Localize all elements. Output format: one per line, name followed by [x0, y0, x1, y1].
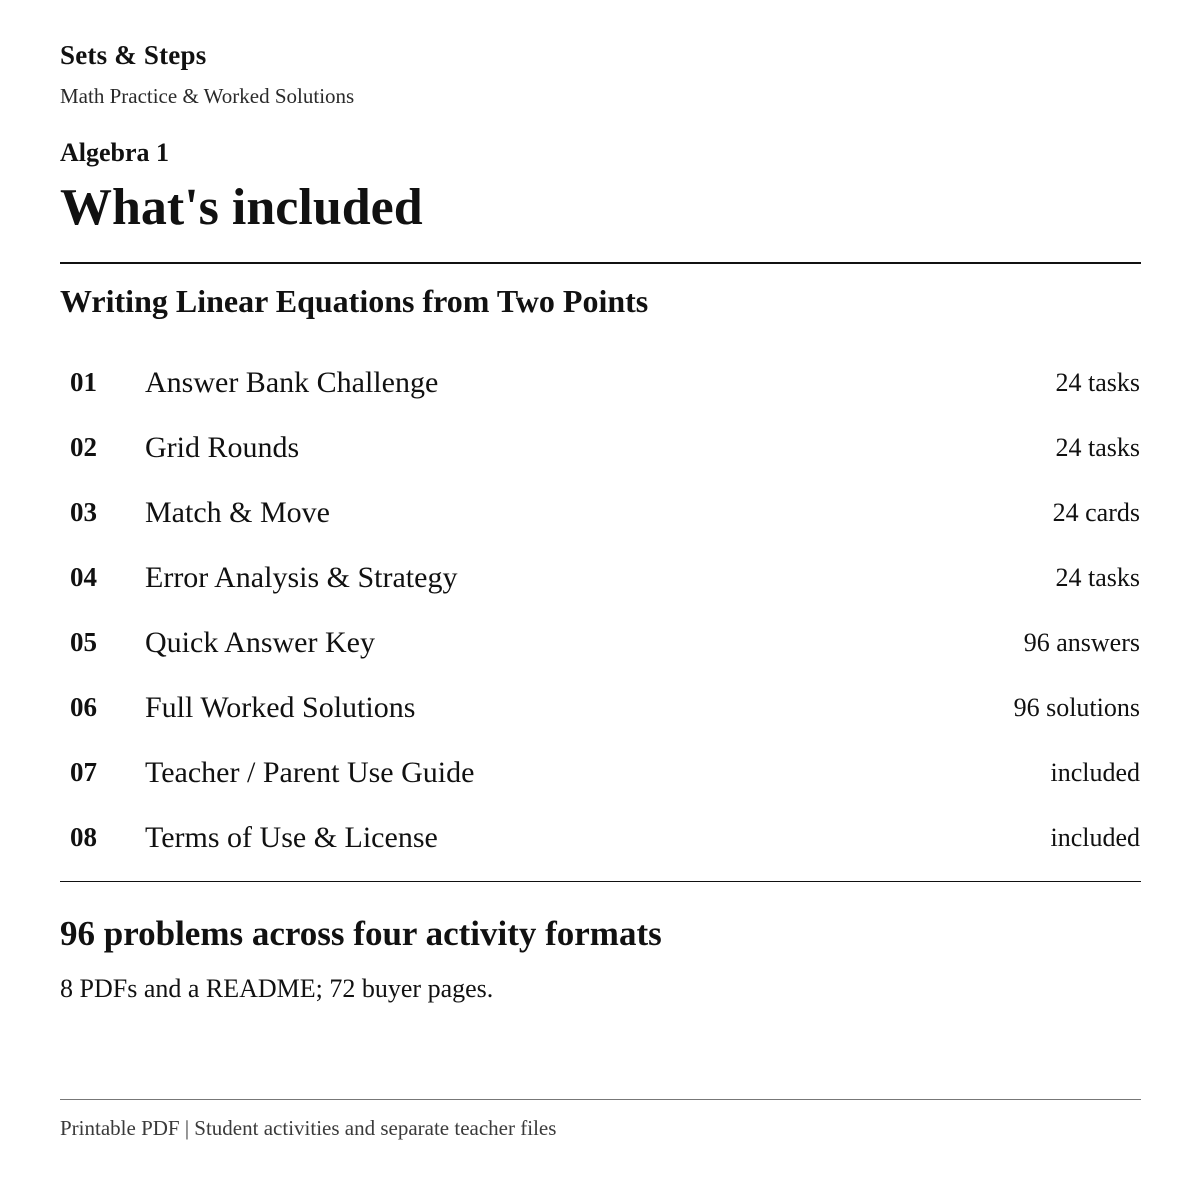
- item-number: 03: [70, 497, 97, 527]
- list-item: [60, 483, 1141, 548]
- item-count: included: [1050, 758, 1140, 787]
- list-item: [60, 418, 1141, 483]
- list-item: [60, 613, 1141, 678]
- list-item: [60, 808, 1141, 873]
- footer-text: Printable PDF | Student activities and separate teacher files: [60, 1116, 557, 1140]
- contents-list: [60, 353, 1141, 873]
- list-item: [60, 678, 1141, 743]
- item-title: Terms of Use & License: [145, 821, 438, 854]
- item-count: 24 cards: [1052, 498, 1140, 527]
- item-number: 06: [70, 692, 97, 722]
- page: [60, 0, 1141, 1200]
- footer-divider: [60, 1099, 1141, 1100]
- item-number: 08: [70, 822, 97, 852]
- item-title: Quick Answer Key: [145, 626, 375, 659]
- subject-label: Algebra 1: [60, 138, 170, 167]
- item-count: 24 tasks: [1055, 368, 1140, 397]
- brand-tagline: Math Practice & Worked Solutions: [60, 84, 355, 108]
- item-title: Match & Move: [145, 496, 330, 529]
- title-divider: [60, 262, 1141, 264]
- item-count: 96 answers: [1023, 628, 1140, 657]
- item-title: Answer Bank Challenge: [145, 366, 439, 399]
- summary-heading: 96 problems across four activity formats: [60, 914, 662, 953]
- item-count: 24 tasks: [1055, 433, 1140, 462]
- topic-heading: Writing Linear Equations from Two Points: [60, 283, 649, 319]
- summary-text: 8 PDFs and a README; 72 buyer pages.: [60, 974, 494, 1003]
- item-title: Full Worked Solutions: [145, 691, 416, 724]
- brand-name: Sets & Steps: [60, 40, 207, 70]
- item-count: included: [1050, 823, 1140, 852]
- list-item: [60, 743, 1141, 808]
- item-number: 05: [70, 627, 97, 657]
- item-title: Error Analysis & Strategy: [145, 561, 458, 594]
- item-number: 07: [70, 757, 97, 787]
- item-number: 04: [70, 562, 97, 592]
- item-count: 24 tasks: [1055, 563, 1140, 592]
- list-item: [60, 548, 1141, 613]
- contents-divider: [60, 881, 1141, 882]
- item-number: 01: [70, 367, 97, 397]
- item-count: 96 solutions: [1013, 693, 1140, 722]
- page-title: What's included: [60, 179, 423, 236]
- list-item: [60, 353, 1141, 418]
- item-number: 02: [70, 432, 97, 462]
- item-title: Grid Rounds: [145, 431, 300, 464]
- item-title: Teacher / Parent Use Guide: [145, 756, 475, 789]
